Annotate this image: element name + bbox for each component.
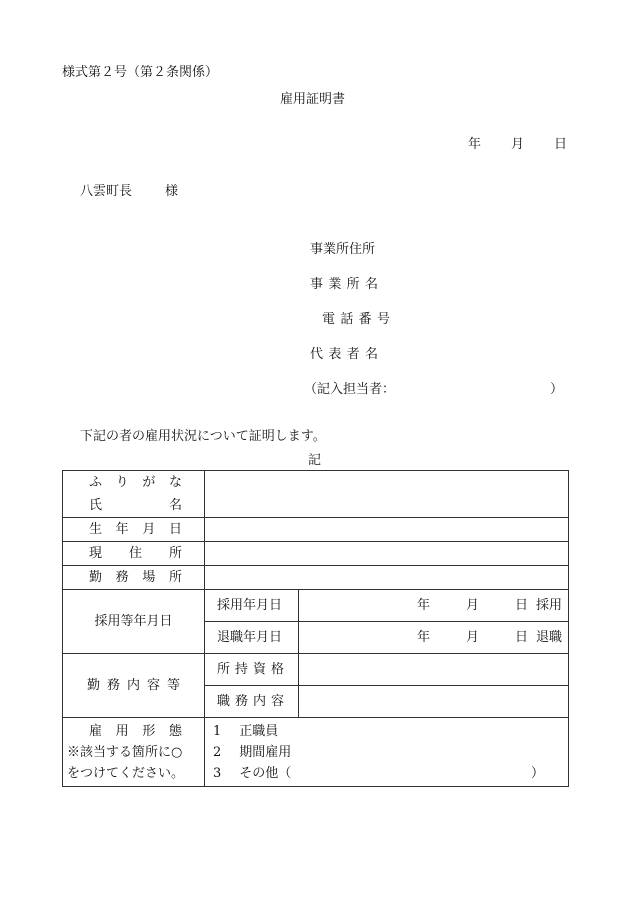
char: 場 <box>142 570 156 585</box>
certification-statement: 下記の者の雇用状況について証明します。 <box>80 429 326 444</box>
char: 務 <box>115 570 129 585</box>
char: 名 <box>364 277 378 292</box>
char: 形 <box>142 723 156 739</box>
qualification-field[interactable] <box>299 654 569 686</box>
char: ふ <box>89 475 103 490</box>
employment-table <box>62 470 569 787</box>
retire-date-field[interactable] <box>299 622 569 654</box>
addressee-name: 八雲町長 <box>80 184 133 199</box>
char: 年 <box>115 522 129 537</box>
duties-field[interactable] <box>299 686 569 718</box>
char: 番 <box>358 312 372 327</box>
retire-suffix: 退職 <box>535 630 562 645</box>
char: 用 <box>115 723 129 739</box>
char: 日 <box>168 522 182 537</box>
furigana-label <box>63 471 205 495</box>
char: 業 <box>328 277 342 292</box>
char: 勤 <box>87 678 101 693</box>
hire-month-unit: 月 <box>465 598 479 613</box>
birthdate-label <box>63 518 205 542</box>
hire-date-label: 採用年月日 <box>205 590 299 622</box>
ki-heading: 記 <box>308 453 322 468</box>
char: 号 <box>376 312 390 327</box>
employment-type-heading <box>63 721 204 742</box>
hire-date-field[interactable] <box>299 590 569 622</box>
hire-day-unit: 日 <box>514 598 528 613</box>
employment-dates-label: 採用等年月日 <box>63 590 205 654</box>
retire-date-label: 退職年月日 <box>205 622 299 654</box>
form-number: 様式第２号（第２条関係） <box>62 65 219 80</box>
workplace-label <box>63 566 205 590</box>
name-label <box>63 494 205 518</box>
option-fulltime[interactable] <box>205 721 568 742</box>
hire-suffix: 採用 <box>535 598 562 613</box>
char: 持 <box>234 662 248 677</box>
char: 所 <box>168 546 182 561</box>
table-row <box>63 518 569 542</box>
option-text: その他（ <box>239 765 292 781</box>
char: 氏 <box>89 498 103 513</box>
char: 話 <box>340 312 354 327</box>
birthdate-field[interactable] <box>205 518 569 542</box>
char: 容 <box>270 694 284 709</box>
char: り <box>115 475 129 490</box>
job-content-label <box>63 654 205 718</box>
retire-day-unit: 日 <box>514 630 528 645</box>
char: 現 <box>89 546 103 561</box>
employment-type-label <box>63 718 205 787</box>
char: 所 <box>217 662 231 677</box>
char: 事 <box>310 277 324 292</box>
char: 住 <box>128 546 142 561</box>
char: 名 <box>168 498 182 513</box>
char: 代 <box>310 347 324 362</box>
char: 内 <box>126 678 140 693</box>
employer-address-label: 事業所住所 <box>310 242 376 257</box>
address-field[interactable] <box>205 542 569 566</box>
char: 職 <box>217 694 231 709</box>
employer-name-label <box>310 278 378 291</box>
workplace-field[interactable] <box>205 566 569 590</box>
retire-year-unit: 年 <box>416 630 430 645</box>
option-other-close: ） <box>530 765 544 781</box>
table-row <box>63 542 569 566</box>
hire-year-unit: 年 <box>416 598 430 613</box>
char: 表 <box>328 347 342 362</box>
contact-person-label: （記入担当者： <box>304 382 396 397</box>
char: 名 <box>364 347 378 362</box>
table-row <box>63 471 569 495</box>
char: 格 <box>270 662 284 677</box>
table-row <box>63 718 569 787</box>
date-month: 月 <box>511 137 525 152</box>
char: 内 <box>252 694 266 709</box>
qualification-label <box>205 654 299 686</box>
char: 月 <box>142 522 156 537</box>
table-row <box>63 566 569 590</box>
char: 生 <box>89 522 103 537</box>
option-number: 3 <box>213 765 222 781</box>
employment-type-options <box>205 718 569 787</box>
char: 所 <box>168 570 182 585</box>
addressee-honorific: 様 <box>165 184 179 199</box>
option-number: 1 <box>213 723 222 739</box>
name-field[interactable] <box>205 471 569 518</box>
date-year: 年 <box>468 137 482 152</box>
char: 所 <box>346 277 360 292</box>
char: 資 <box>252 662 266 677</box>
char: が <box>142 475 156 490</box>
table-row <box>63 590 569 622</box>
option-text: 正職員 <box>239 723 279 739</box>
option-other[interactable] <box>205 763 568 784</box>
retire-month-unit: 月 <box>465 630 479 645</box>
employment-type-note: ※該当する箇所に○ <box>67 744 183 760</box>
option-fixed-term[interactable] <box>205 742 568 763</box>
char: 容 <box>146 678 160 693</box>
option-text: 期間雇用 <box>239 744 292 760</box>
employment-type-note: をつけてください。 <box>67 765 185 781</box>
char: 務 <box>106 678 120 693</box>
char: 勤 <box>89 570 103 585</box>
representative-label <box>310 348 378 361</box>
char: 務 <box>234 694 248 709</box>
duties-label <box>205 686 299 718</box>
char: 等 <box>166 678 180 693</box>
address-label <box>63 542 205 566</box>
table-row <box>63 654 569 686</box>
char: な <box>168 475 182 490</box>
phone-label <box>322 313 390 326</box>
contact-person-close: ） <box>550 382 564 397</box>
char: 電 <box>322 312 336 327</box>
char: 態 <box>168 723 182 739</box>
document-title: 雇用証明書 <box>280 92 346 107</box>
option-number: 2 <box>213 744 222 760</box>
char: 者 <box>346 347 360 362</box>
date-day: 日 <box>554 137 568 152</box>
char: 雇 <box>89 723 103 739</box>
